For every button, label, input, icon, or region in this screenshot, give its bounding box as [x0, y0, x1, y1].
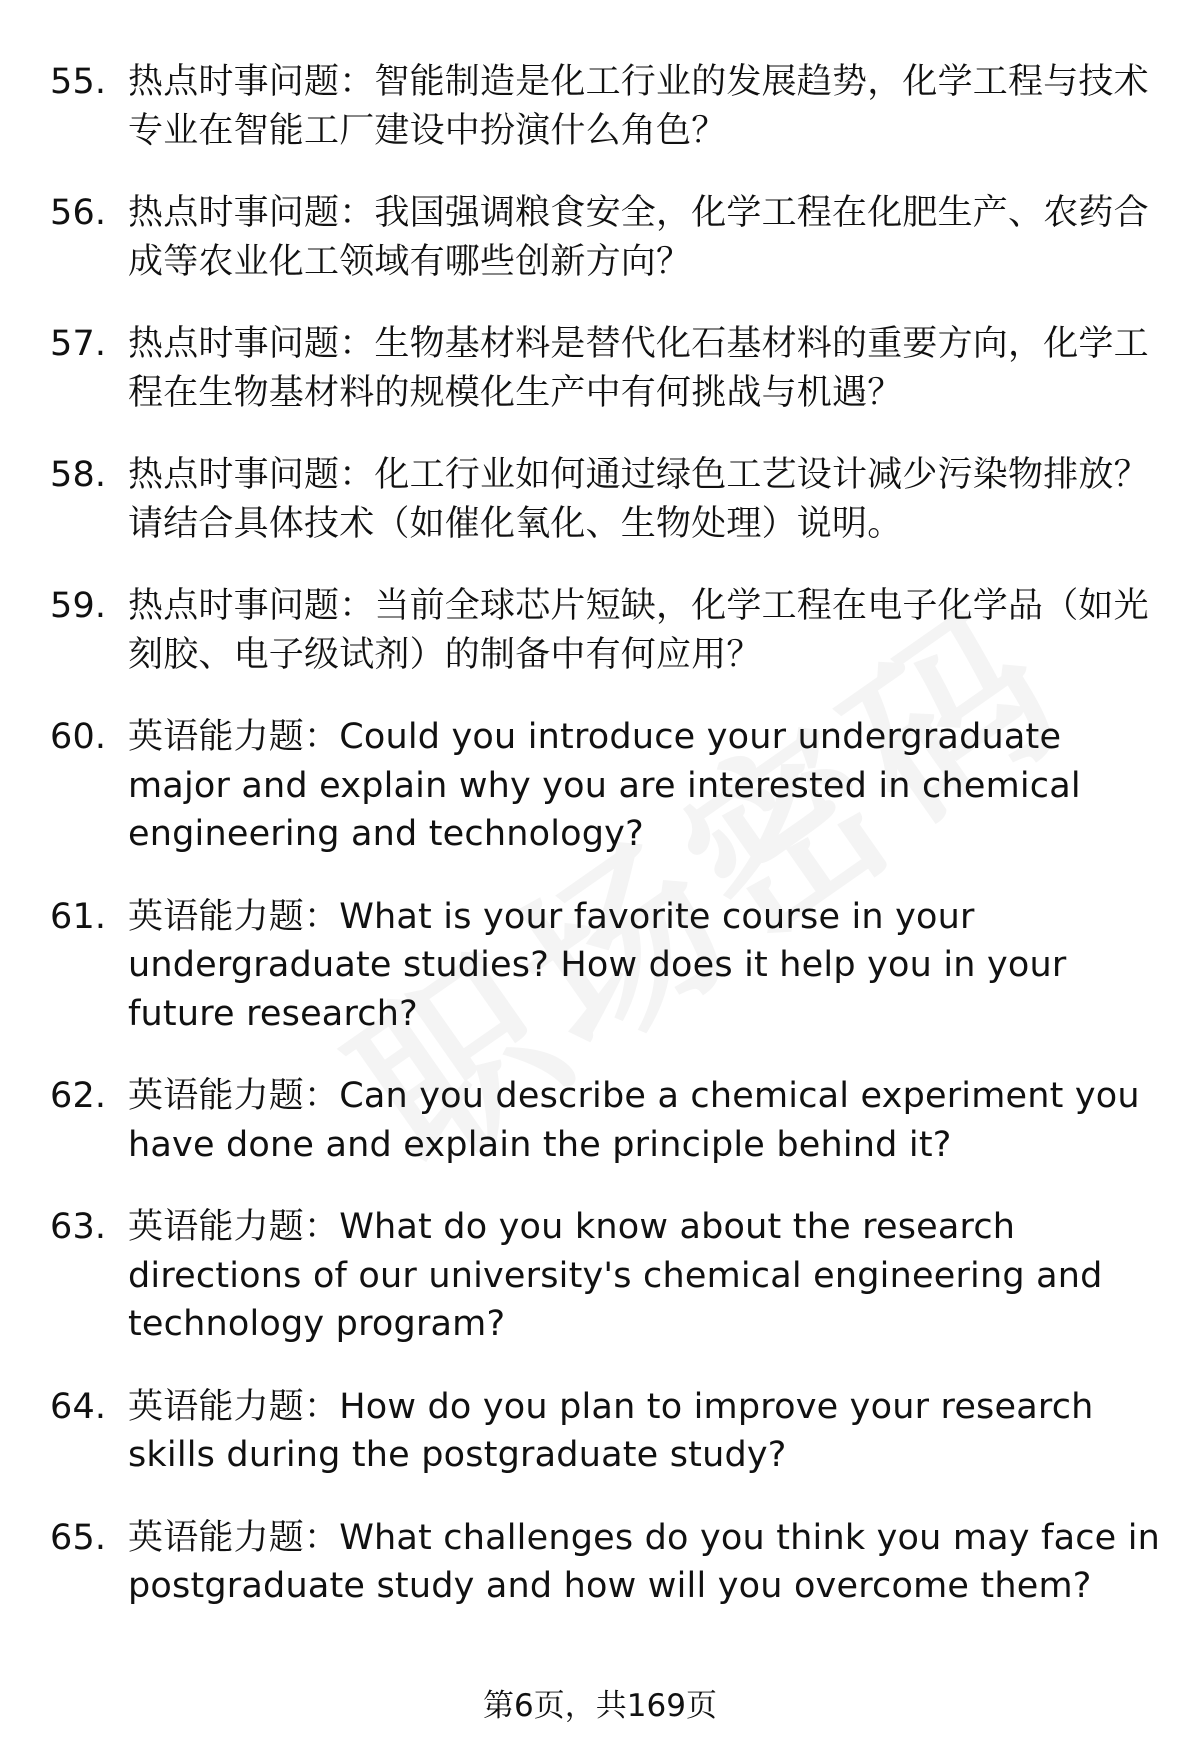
question-item	[0, 582, 1200, 679]
question-text: 英语能力题：What is your favorite course in your undergraduate studies? How does it help you in your future research?	[128, 896, 1067, 1034]
question-item	[0, 1514, 1200, 1611]
question-item	[0, 451, 1200, 548]
question-number: 58.	[50, 455, 107, 495]
question-number: 65.	[50, 1517, 107, 1558]
question-item	[0, 1203, 1200, 1349]
question-number: 63.	[50, 1207, 107, 1247]
question-number: 61.	[50, 896, 107, 937]
question-number: 55.	[50, 62, 107, 102]
question-text: 热点时事问题：我国强调粮食安全，化学工程在化肥生产、农药合成等农业化工领域有哪些创新方向？	[128, 193, 1149, 282]
question-list	[0, 58, 1200, 1645]
question-item	[0, 1383, 1200, 1480]
question-text: 热点时事问题：化工行业如何通过绿色工艺设计减少污染物排放？请结合具体技术（如催化氧化、生物处理）说明。	[128, 455, 1149, 544]
question-item	[0, 58, 1200, 155]
question-text: 英语能力题：What challenges do you think you may face in postgraduate study and how will you overcome them?	[128, 1517, 1161, 1606]
question-text: 英语能力题：Could you introduce your undergraduate major and explain why you are interested in chemical engineering and technology?	[128, 717, 1081, 854]
question-item	[0, 320, 1200, 417]
question-text: 英语能力题：What do you know about the research directions of our university's chemical engineering and technology program?	[128, 1207, 1103, 1344]
question-text: 英语能力题：How do you plan to improve your research skills during the postgraduate study?	[128, 1386, 1094, 1475]
question-text: 热点时事问题：智能制造是化工行业的发展趋势，化学工程与技术专业在智能工厂建设中扮演什么角色？	[128, 62, 1149, 151]
question-item	[0, 189, 1200, 286]
question-number: 59.	[50, 586, 107, 626]
question-item	[0, 1072, 1200, 1169]
question-text: 热点时事问题：生物基材料是替代化石基材料的重要方向，化学工程在生物基材料的规模化生产中有何挑战与机遇？	[128, 324, 1149, 413]
question-number: 62.	[50, 1076, 107, 1116]
question-number: 56.	[50, 193, 107, 233]
question-text: 英语能力题：Can you describe a chemical experiment you have done and explain the principle behind it?	[128, 1076, 1140, 1165]
question-number: 64.	[50, 1386, 107, 1427]
question-item	[0, 893, 1200, 1039]
question-text: 热点时事问题：当前全球芯片短缺，化学工程在电子化学品（如光刻胶、电子级试剂）的制备中有何应用？	[128, 586, 1149, 675]
question-number: 57.	[50, 324, 107, 364]
question-item	[0, 713, 1200, 859]
question-number: 60.	[50, 717, 107, 757]
page-footer: 第6页，共169页	[483, 1688, 717, 1724]
